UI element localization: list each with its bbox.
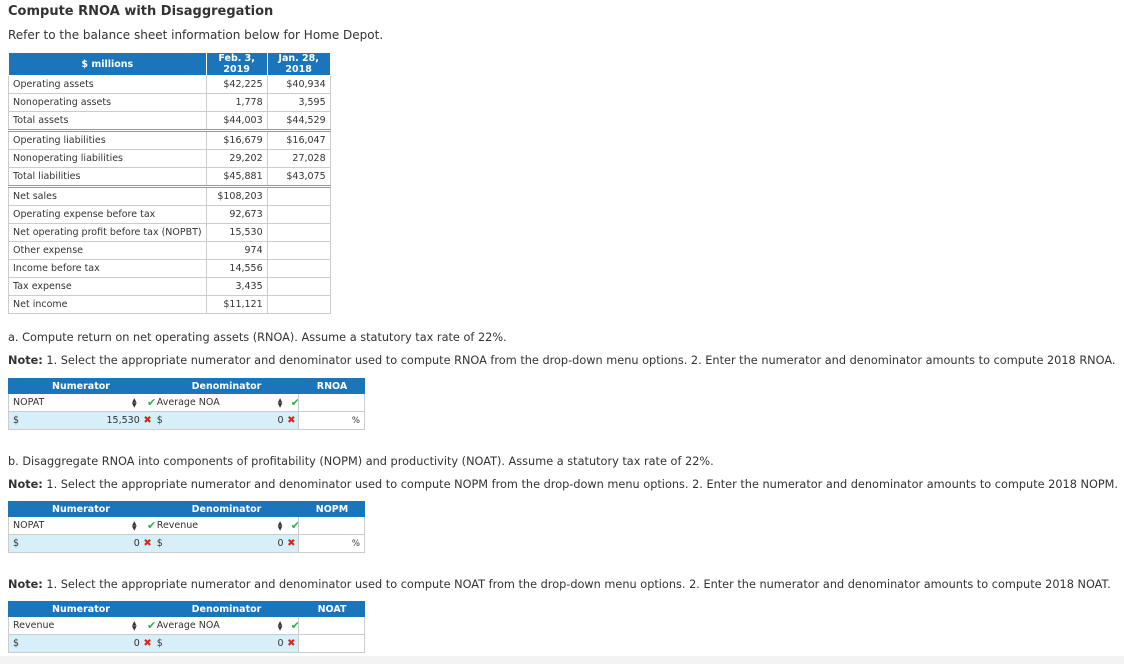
note-text: 1. Select the appropriate numerator and denominator used to compute RNOA from the drop-down menu options. 2. Enter the numerator and denominator amounts to compute 2018 RNOA. bbox=[42, 354, 1116, 367]
value-2019: 1,778 bbox=[206, 94, 267, 112]
row-label: Tax expense bbox=[9, 278, 207, 296]
denominator-select-value: Average NOA bbox=[156, 397, 220, 408]
value-2018: $40,934 bbox=[267, 76, 330, 94]
check-icon: ✔ bbox=[290, 619, 300, 632]
cross-icon: ✖ bbox=[143, 638, 152, 649]
table-row bbox=[9, 131, 331, 150]
percent-sign: % bbox=[351, 538, 360, 549]
numerator-amount-value: 15,530 bbox=[106, 415, 140, 426]
value-2018: 27,028 bbox=[267, 150, 330, 168]
check-icon: ✔ bbox=[147, 519, 157, 532]
dollar-sign: $ bbox=[156, 415, 163, 426]
bottom-divider bbox=[0, 656, 1124, 664]
page-title: Compute RNOA with Disaggregation bbox=[8, 4, 274, 19]
denominator-amount-input[interactable] bbox=[154, 635, 298, 652]
amount-row bbox=[8, 635, 365, 653]
table-row bbox=[9, 242, 331, 260]
row-label: Net income bbox=[9, 296, 207, 314]
nopm-header: NOPM bbox=[315, 503, 349, 515]
denominator-header: Denominator bbox=[191, 380, 262, 392]
denominator-amount-value: 0 bbox=[277, 415, 284, 426]
value-2018 bbox=[267, 260, 330, 278]
select-arrows-icon[interactable]: ▲ ▼ bbox=[277, 519, 283, 532]
noat-header: NOAT bbox=[317, 603, 347, 615]
calc-header bbox=[8, 501, 365, 517]
table-row bbox=[9, 150, 331, 168]
note-label: Note: bbox=[8, 478, 43, 491]
dollar-sign: $ bbox=[156, 638, 163, 649]
value-2018 bbox=[267, 206, 330, 224]
row-label: Income before tax bbox=[9, 260, 207, 278]
value-2019: $11,121 bbox=[206, 296, 267, 314]
amount-row bbox=[8, 535, 365, 553]
dollar-sign: $ bbox=[13, 638, 20, 649]
value-2019: $45,881 bbox=[206, 168, 267, 187]
numerator-header: Numerator bbox=[52, 503, 110, 515]
denominator-header: Denominator bbox=[191, 503, 262, 515]
denominator-amount-input[interactable] bbox=[154, 412, 298, 429]
value-2018 bbox=[267, 296, 330, 314]
nopm-calc-table bbox=[8, 501, 365, 553]
value-2019: 14,556 bbox=[206, 260, 267, 278]
part-b-note bbox=[8, 478, 1118, 491]
value-2019: 15,530 bbox=[206, 224, 267, 242]
select-arrows-icon[interactable]: ▲ ▼ bbox=[277, 396, 283, 409]
value-2019: 29,202 bbox=[206, 150, 267, 168]
select-arrows-icon[interactable]: ▲ ▼ bbox=[132, 619, 137, 632]
value-2018 bbox=[267, 278, 330, 296]
row-label: Operating assets bbox=[9, 76, 207, 94]
calc-header bbox=[8, 378, 365, 394]
table-row bbox=[9, 278, 331, 296]
col-header-millions: $ millions bbox=[9, 53, 207, 76]
amount-row bbox=[8, 412, 365, 430]
select-arrows-icon[interactable]: ▲ ▼ bbox=[132, 519, 137, 532]
row-label: Total liabilities bbox=[9, 168, 207, 187]
row-label: Net sales bbox=[9, 187, 207, 206]
denominator-header: Denominator bbox=[191, 603, 262, 615]
rnoa-input[interactable] bbox=[298, 412, 364, 429]
row-label: Nonoperating liabilities bbox=[9, 150, 207, 168]
value-2019: 3,435 bbox=[206, 278, 267, 296]
check-icon: ✔ bbox=[290, 396, 300, 409]
cross-icon: ✖ bbox=[287, 638, 296, 649]
table-row bbox=[9, 224, 331, 242]
table-row bbox=[9, 260, 331, 278]
select-row bbox=[8, 394, 365, 412]
table-row bbox=[9, 76, 331, 94]
col-header-2019: Feb. 3, 2019 bbox=[206, 53, 267, 76]
value-2018 bbox=[267, 187, 330, 206]
select-arrows-icon[interactable]: ▲ ▼ bbox=[132, 396, 137, 409]
select-row bbox=[8, 517, 365, 535]
table-row bbox=[9, 296, 331, 314]
numerator-amount-input[interactable] bbox=[9, 412, 154, 429]
rnoa-header: RNOA bbox=[316, 380, 348, 392]
numerator-header: Numerator bbox=[52, 603, 110, 615]
select-arrows-icon[interactable]: ▲ ▼ bbox=[277, 619, 283, 632]
row-label: Nonoperating assets bbox=[9, 94, 207, 112]
numerator-amount-value: 0 bbox=[133, 638, 140, 649]
denominator-select[interactable] bbox=[154, 617, 298, 634]
row-label: Operating liabilities bbox=[9, 131, 207, 150]
value-2018: $16,047 bbox=[267, 131, 330, 150]
noat-result-blank bbox=[298, 617, 364, 634]
rnoa-calc-table bbox=[8, 378, 365, 430]
note-label: Note: bbox=[8, 578, 43, 591]
value-2019: $42,225 bbox=[206, 76, 267, 94]
numerator-header: Numerator bbox=[52, 380, 110, 392]
numerator-select-value: NOPAT bbox=[13, 397, 45, 408]
denominator-select-value: Revenue bbox=[156, 520, 199, 531]
cross-icon: ✖ bbox=[287, 415, 296, 426]
denominator-select[interactable] bbox=[154, 517, 298, 534]
nopm-result-blank bbox=[298, 517, 364, 534]
row-label: Net operating profit before tax (NOPBT) bbox=[9, 224, 207, 242]
balance-sheet-table bbox=[8, 52, 331, 314]
row-label: Operating expense before tax bbox=[9, 206, 207, 224]
dollar-sign: $ bbox=[156, 538, 163, 549]
value-2018 bbox=[267, 242, 330, 260]
numerator-select-value: Revenue bbox=[13, 620, 55, 631]
numerator-select[interactable] bbox=[9, 394, 157, 411]
numerator-amount-value: 0 bbox=[133, 538, 140, 549]
table-row bbox=[9, 94, 331, 112]
numerator-amount-input[interactable] bbox=[9, 535, 154, 552]
denominator-select-value: Average NOA bbox=[156, 620, 220, 631]
nopm-input[interactable] bbox=[298, 535, 364, 552]
row-label: Total assets bbox=[9, 112, 207, 131]
value-2018: $44,529 bbox=[267, 112, 330, 131]
part-a-note bbox=[8, 354, 1115, 367]
value-2018: 3,595 bbox=[267, 94, 330, 112]
value-2019: $44,003 bbox=[206, 112, 267, 131]
numerator-amount-input[interactable] bbox=[9, 635, 154, 652]
check-icon: ✔ bbox=[147, 396, 157, 409]
numerator-select[interactable] bbox=[9, 517, 157, 534]
noat-calc-table bbox=[8, 601, 365, 653]
cross-icon: ✖ bbox=[143, 415, 152, 426]
value-2019: $16,679 bbox=[206, 131, 267, 150]
table-row bbox=[9, 206, 331, 224]
denominator-amount-value: 0 bbox=[277, 638, 284, 649]
cross-icon: ✖ bbox=[143, 538, 152, 549]
dollar-sign: $ bbox=[13, 415, 20, 426]
table-row bbox=[9, 187, 331, 206]
intro-text: Refer to the balance sheet information below for Home Depot. bbox=[8, 28, 384, 42]
value-2019: $108,203 bbox=[206, 187, 267, 206]
part-c-note bbox=[8, 578, 1111, 591]
value-2018 bbox=[267, 224, 330, 242]
check-icon: ✔ bbox=[290, 519, 300, 532]
table-row bbox=[9, 112, 331, 131]
row-label: Other expense bbox=[9, 242, 207, 260]
col-header-2018: Jan. 28, 2018 bbox=[267, 53, 330, 76]
select-row bbox=[8, 617, 365, 635]
part-b-text: b. Disaggregate RNOA into components of profitability (NOPM) and productivity (NOAT). Assume a statutory tax rate of 22%. bbox=[8, 455, 714, 468]
noat-input[interactable] bbox=[298, 635, 364, 652]
note-text: 1. Select the appropriate numerator and denominator used to compute NOPM from the drop-down menu options. 2. Enter the numerator and denominator amounts to compute 2018 NOPM. bbox=[42, 478, 1119, 491]
calc-header bbox=[8, 601, 365, 617]
value-2018: $43,075 bbox=[267, 168, 330, 187]
rnoa-result-blank bbox=[298, 394, 364, 411]
dollar-sign: $ bbox=[13, 538, 20, 549]
value-2019: 92,673 bbox=[206, 206, 267, 224]
denominator-amount-input[interactable] bbox=[154, 535, 298, 552]
cross-icon: ✖ bbox=[287, 538, 296, 549]
table-row bbox=[9, 168, 331, 187]
check-icon: ✔ bbox=[147, 619, 157, 632]
numerator-select[interactable] bbox=[9, 617, 157, 634]
numerator-select-value: NOPAT bbox=[13, 520, 45, 531]
value-2019: 974 bbox=[206, 242, 267, 260]
denominator-amount-value: 0 bbox=[277, 538, 284, 549]
percent-sign: % bbox=[351, 415, 360, 426]
note-label: Note: bbox=[8, 354, 43, 367]
denominator-select[interactable] bbox=[154, 394, 298, 411]
part-a-text: a. Compute return on net operating assets (RNOA). Assume a statutory tax rate of 22%. bbox=[8, 331, 507, 344]
note-text: 1. Select the appropriate numerator and denominator used to compute NOAT from the drop-down menu options. 2. Enter the numerator and denominator amounts to compute 2018 NOAT. bbox=[42, 578, 1111, 591]
